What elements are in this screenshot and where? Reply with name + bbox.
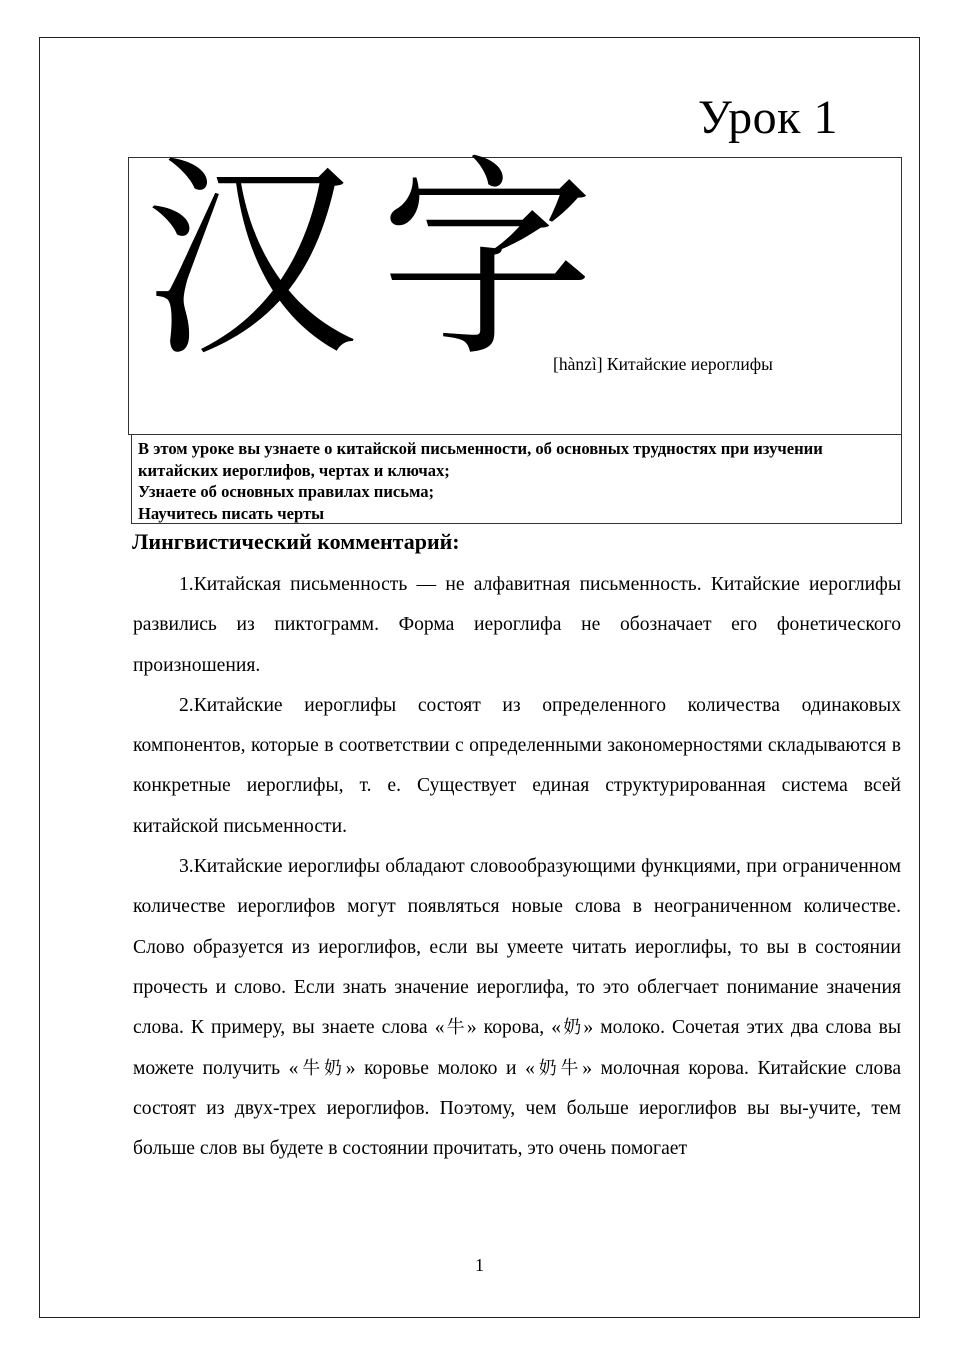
paragraph: 1.Китайская письменность — не алфавитная письменность. Китайские иероглифы развились из пиктограмм. Форма иероглифа не обозначает его фонетического произношения.: [133, 574, 901, 676]
page-number: 1: [475, 1255, 484, 1275]
section-heading: Лингвистический комментарий:: [132, 529, 460, 554]
body-content: [133, 565, 901, 1169]
objective-item: Узнаете об основных правилах письма;: [138, 482, 435, 501]
paragraph: 3.Китайские иероглифы обладают словообразующими функциями, при ограниченном количестве иероглифов могут появляться новые слова в неограниченном количестве. Слово образуется из иероглифов, если вы умеете читать иероглифы, то вы в состоянии прочесть и слово. Если знать значение иероглифа, то это облегчает понимание значения слова. К примеру, вы знаете слова «牛» корова, «奶» молоко. Сочетая этих два слова вы можете получить «牛奶» коровье молоко и «奶牛» молочная корова. Китайские слова состоят из двух-трех иероглифов. Поэтому, чем больше иероглифов вы вы-учите, тем больше слов вы будете в состоянии прочитать, это очень помогает: [133, 856, 902, 1160]
hanzi-hero-box: [128, 135, 902, 435]
hanzi-gloss: [hànzì] Китайские иероглифы: [553, 354, 773, 374]
hanzi-display: 汉字: [143, 135, 617, 386]
paragraph: 2.Китайские иероглифы состоят из определенного количества одинаковых компонентов, которые в соответствии с определенными закономерностями складываются в конкретные иероглифы, т. е. Существует единая структурированная система всей китайской письменности.: [133, 694, 901, 837]
page-title: Урок 1: [697, 91, 838, 144]
lesson-objectives-box: [131, 435, 902, 524]
objective-item: Научитесь писать черты: [138, 503, 325, 523]
objective-item: В этом уроке вы узнаете о китайской письменности, об основных трудностях при изучении китайских иероглифов, чертах и ключах;: [138, 439, 823, 480]
